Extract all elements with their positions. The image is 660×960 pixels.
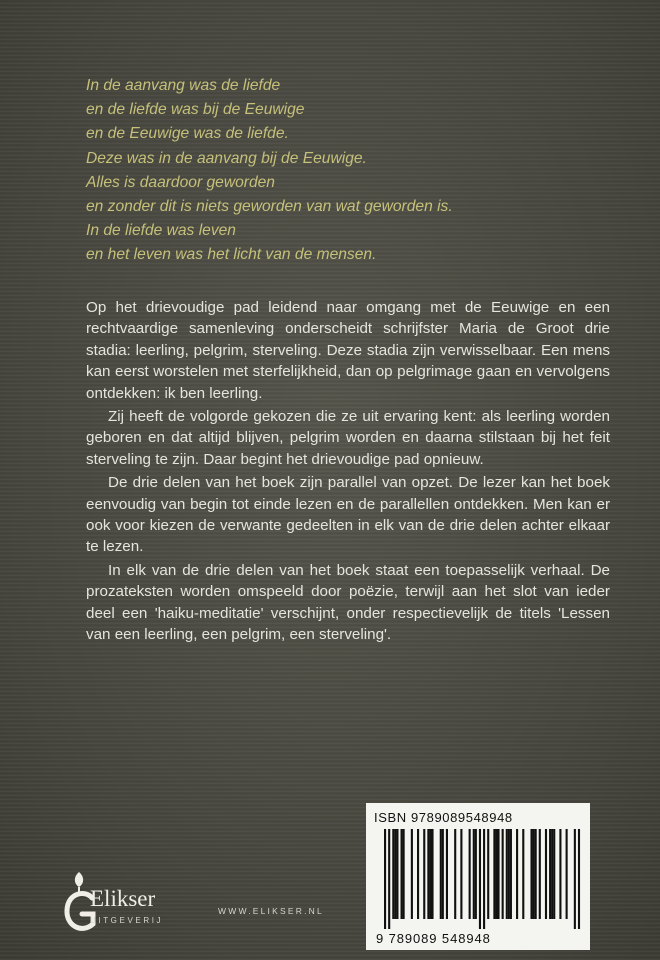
barcode-bar	[578, 829, 580, 929]
barcode-bar	[394, 829, 396, 919]
barcode-bar	[495, 829, 497, 919]
barcode-bar	[493, 829, 495, 919]
barcode-image	[374, 829, 582, 929]
barcode-bar	[396, 829, 398, 919]
poem-line: en de Eeuwige was de liefde.	[86, 125, 289, 143]
barcode-bar	[539, 829, 541, 919]
barcode-bar	[442, 829, 444, 919]
publisher-name: Elikser	[90, 886, 156, 911]
barcode-digits: 9 789089 548948	[376, 931, 491, 946]
barcode-bar	[530, 829, 532, 919]
barcode-bar	[506, 829, 508, 919]
barcode-bar	[545, 829, 547, 919]
publisher-subtitle: UITGEVERIJ	[90, 916, 164, 925]
barcode-bar	[516, 829, 518, 919]
poem-line: In de aanvang was de liefde	[86, 77, 281, 94]
barcode-bar	[473, 829, 475, 919]
poem-line: Alles is daardoor geworden	[86, 173, 275, 191]
blurb-paragraph: In elk van de drie delen van het boek staat een toepasselijk verhaal. De prozateksten worden omspeeld door poëzie, terwijl aan het slot van ieder deel een 'haiku-meditatie' verschijnt, onder respectievelijk de titels 'Lessen van een leerling, een pelgrim, een sterveling'.	[86, 561, 610, 644]
barcode-bar	[423, 829, 425, 919]
blurb-paragraph: Zij heeft de volgorde gekozen die ze uit ervaring kent: als leerling worden geboren en dat altijd blijven, pelgrim worden en daarna stilstaan bij het feit sterveling te zijn. Daar begint het drievoudige pad opnieuw.	[86, 408, 610, 468]
barcode-bar	[403, 829, 405, 919]
barcode-bar	[559, 829, 561, 919]
barcode-bar	[431, 829, 433, 919]
poem-line: en de liefde was bij de Eeuwige	[86, 101, 305, 119]
barcode-bar	[522, 829, 524, 919]
barcode-bar	[487, 829, 489, 919]
barcode-bar	[502, 829, 504, 919]
barcode-bar	[384, 829, 386, 929]
barcode-bar	[427, 829, 429, 919]
publisher-logo	[62, 868, 222, 940]
barcode-bar	[429, 829, 431, 919]
barcode-bar	[392, 829, 394, 919]
isbn-label: ISBN 9789089548948	[374, 810, 513, 825]
blurb-paragraph: De drie delen van het boek zijn parallel van opzet. De lezer kan het boek eenvoudig van begin tot einde lezen en de parallellen ontdekken. Men kan er ook voor kiezen de verwante gedeelten in elk van de drie delen achter elkaar te lezen.	[86, 474, 610, 556]
poem	[86, 74, 606, 268]
barcode-bar	[566, 829, 568, 919]
barcode-bar	[551, 829, 553, 919]
barcode-bar	[549, 829, 551, 919]
barcode-bar	[475, 829, 477, 919]
barcode-bar	[510, 829, 512, 919]
barcode-bar	[535, 829, 537, 919]
barcode-bar	[440, 829, 442, 919]
blurb-paragraph: Op het drievoudige pad leidend naar omgang met de Eeuwige en een rechtvaardige samenleving onderscheidt schrijfster Maria de Groot drie stadia: leerling, pelgrim, sterveling. Deze stadia zijn verwisselbaar. Een mens kan eerst worstelen met sterfelijkheid, dan op pelgrimage gaan en vervolgens ontdekken: ik ben leerling.	[86, 299, 610, 402]
barcode-bar	[574, 829, 576, 929]
barcode-bar	[401, 829, 403, 919]
barcode-bar	[446, 829, 448, 919]
poem-line: en zonder dit is niets geworden van wat geworden is.	[86, 198, 453, 216]
isbn-barcode-box	[366, 803, 590, 950]
barcode-bar	[388, 829, 390, 929]
poem-line: en het leven was het licht van de mensen.	[86, 246, 377, 264]
barcode-bar	[553, 829, 555, 919]
barcode-bar	[479, 829, 481, 929]
poem-line: Deze was in de aanvang bij de Eeuwige.	[86, 149, 367, 167]
poem-line: In de liefde was leven	[86, 222, 236, 240]
publisher-website: WWW.ELIKSER.NL	[218, 906, 324, 916]
barcode-bar	[508, 829, 510, 919]
barcode-bar	[454, 829, 456, 919]
barcode-bar	[417, 829, 419, 919]
blurb-text	[86, 297, 610, 646]
barcode-bar	[533, 829, 535, 919]
barcode-bar	[497, 829, 499, 919]
barcode-bar	[483, 829, 485, 929]
barcode-bar	[460, 829, 462, 919]
barcode-bar	[469, 829, 471, 919]
barcode-bar	[411, 829, 413, 919]
